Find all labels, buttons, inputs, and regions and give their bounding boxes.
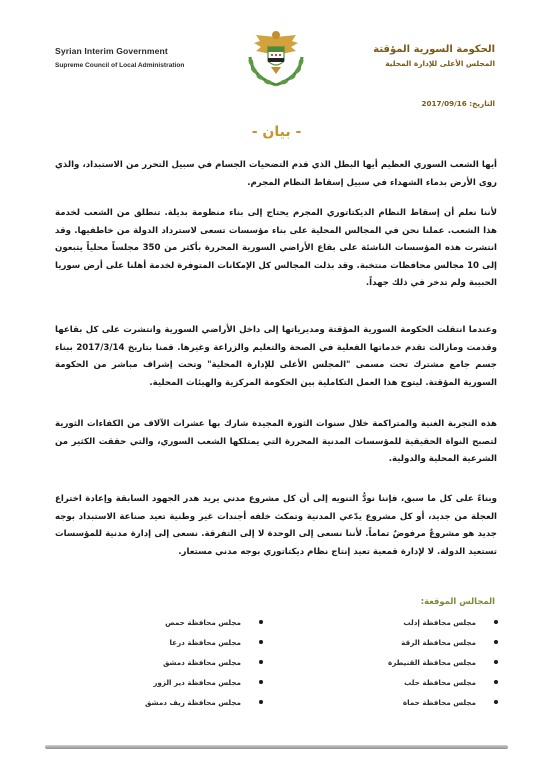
signatory-item <box>123 632 263 652</box>
signatories-heading: المجالس الموقعة: <box>420 596 495 606</box>
signatory-item <box>358 652 498 672</box>
signatory-item <box>358 632 498 652</box>
bullet-icon <box>494 680 498 684</box>
bullet-icon <box>259 680 263 684</box>
paragraph-3: وعندما انتقلت الحكومة السورية المؤقتة ومديرياتها إلى داخل الأراضي السورية وانتشرت على كل بقاعها وقدمت ومازالت تقدم خدماتها الفعلية في الصحة والتعليم والزراعة وغيرها. قمنا بتاريخ 2017/3/14 ببناء جسم جامع مشترك تحت مسمى "المجلس الأعلى للإدارة المحلية" وتحت إشراف مباشر من الحكومة السورية المؤقتة. ليتوج هذا العمل التكاملية بين الحكومة المركزية والهيئات المحلية. <box>55 325 497 388</box>
signatory-item <box>123 672 263 692</box>
paragraph-2: لأننا نعلم أن إسقاط النظام الديكتاتوري المجرم يحتاج إلى بناء منظومة بديلة. تنطلق من الشعب لخدمة هذا الشعب. عملنا نحن في المجالس المحلية على بناء مؤسسات تسعى لاسترداد الدولة من خاطفيها. وقد انتشرت هذه المؤسسات الناشئة على بقاع الأراضي السورية المحررة بأكثر من 350 مجلساً محلياً يتبعون إلى 10 مجالس محافظات منتخبة. وقد بذلت المجالس كل الإمكانات المتوفرة لخدمة أهلنا على أرض سوريا الحبيبة ولم تدخر في ذلك جهداً. <box>55 208 498 288</box>
signatory-name: مجلس محافظة ريف دمشق <box>145 697 241 707</box>
footer-divider <box>45 745 508 749</box>
statement-title: - بيان - <box>251 124 302 140</box>
signatory-name: مجلس محافظة درعا <box>169 637 241 647</box>
signatory-item <box>358 612 498 632</box>
paragraph-5: وبناءً على كل ما سبق، فإننا نودُّ التنويه إلى أن كل مشروع مدني يريد هدر الجهود السابقة وإعادة اختراع العجلة من جديد، أو كل مشروع يدّعي المدنية وتمكث خلفه أجندات غير وطنية تعيد صناعة الاستبداد بوجه جديد هو مشروعٌ مرفوضٌ تماماً. لأننا نسعى إلى الوحدة لا إلى التفرقة. نسعى إلى إدارة مدنية للمؤسسات تستعيد الدولة. لا لإدارة قمعية تعيد إنتاج نظام ديكتاتوري بوجه مدني مستعار. <box>55 494 497 557</box>
eagle-emblem-icon <box>242 27 310 89</box>
bullet-icon <box>259 640 263 644</box>
signatory-name: مجلس محافظة حماة <box>402 697 476 707</box>
bullet-icon <box>259 660 263 664</box>
paragraph-4: هذه التجربة الغنية والمتراكمة خلال سنوات الثورة المجيدة شارك بها عشرات الآلاف من الكفاءات الثورية لتصبح النواة الحقيقية للمؤسسات المدنية المحررة التي يمتلكها الشعب السوري، والتي حققت الكثير من الشرعية المحلية والدولية. <box>55 419 497 464</box>
english-header <box>55 46 184 69</box>
signatories-left-column <box>123 612 263 712</box>
signatory-name: مجلس محافظة حلب <box>404 677 476 687</box>
signatory-item <box>123 692 263 712</box>
signatory-name: مجلس محافظة دمشق <box>162 657 241 667</box>
arabic-header <box>373 44 495 68</box>
signatory-name: مجلس محافظة دير الزور <box>153 677 241 687</box>
bullet-icon <box>494 620 498 624</box>
paragraph-1: أيها الشعب السوري العظيم أيها البطل الذي قدم التضحيات الجسام في سبيل التحرر من الاستبداد، والذي روى الأرض بدماء الشهداء في سبيل إسقاط النظام المجرم. <box>55 160 497 188</box>
english-government-name: Syrian Interim Government <box>55 46 168 56</box>
bullet-icon <box>259 700 263 704</box>
signatory-item <box>358 672 498 692</box>
signatory-item <box>123 612 263 632</box>
arabic-government-name: الحكومة السورية المؤقتة <box>373 44 495 55</box>
bullet-icon <box>259 620 263 624</box>
bullet-icon <box>494 660 498 664</box>
bullet-icon <box>494 700 498 704</box>
signatory-name: مجلس محافظة حمص <box>165 617 241 627</box>
statement-date: التاريخ: 2017/09/16 <box>421 99 495 108</box>
signatory-item <box>123 652 263 672</box>
arabic-council-name: المجلس الأعلى للإدارة المحلية <box>385 59 495 68</box>
signatories-right-column <box>358 612 498 712</box>
signatory-name: مجلس محافظة الرقة <box>401 637 476 647</box>
signatory-name: مجلس محافظة القنيطرة <box>387 657 476 667</box>
signatory-name: مجلس محافظة إدلب <box>403 617 476 627</box>
signatory-item <box>358 692 498 712</box>
english-council-name: Supreme Council of Local Administration <box>55 62 185 69</box>
bullet-icon <box>494 640 498 644</box>
